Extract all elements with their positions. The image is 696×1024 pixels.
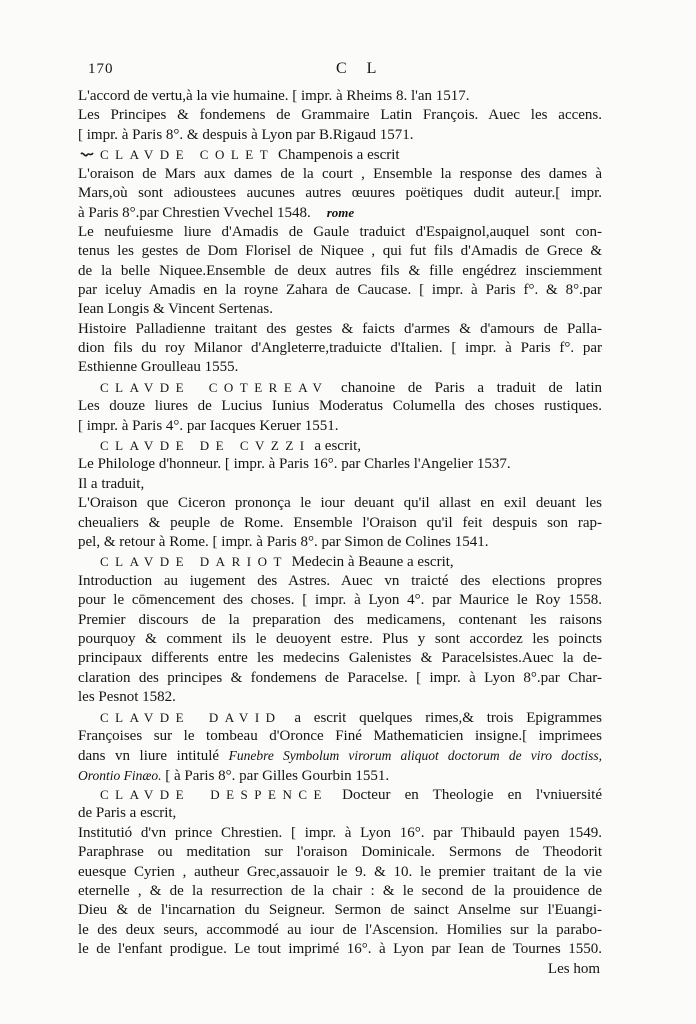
- line-text: pour le cōmencement des choses. [ impr. à Lyon 4°. par Maurice le Roy 1558.: [78, 592, 602, 609]
- line-text: le de l'enfant prodigue. Le tout imprimé 16°. à Lyon par Iean de Tournes 1550.: [78, 941, 602, 958]
- text-line: [78, 843, 602, 862]
- text-line: [78, 126, 602, 145]
- line-text: Histoire Palladienne traitant des gestes & faicts d'armes & d'amours de Palla-: [78, 320, 602, 337]
- text-line: [78, 358, 602, 377]
- text-line: [78, 746, 602, 765]
- line-text: les Pesnot 1582.: [78, 689, 176, 706]
- author-name: CLAVDE COTEREAV: [100, 379, 329, 395]
- line-text: Docteur en Theologie en l'vniuersité: [342, 787, 602, 804]
- text-line: [78, 824, 602, 843]
- author-name: CLAVDE DESPENCE: [100, 787, 328, 803]
- handwritten-note: rome: [326, 205, 355, 221]
- author-heading: [78, 145, 602, 164]
- text-line: [78, 184, 602, 203]
- text-line: [78, 921, 602, 940]
- line-text: a escrit,: [314, 438, 362, 455]
- ink-mark-icon: [80, 149, 94, 161]
- line-text: eternelle , & de la resurrection de la chair : & le second de la prouidence de: [78, 883, 602, 900]
- line-text: le des deux seurs, accommodé au iour de l'Ascension. Homilies sur la parabo-: [78, 921, 602, 938]
- text-line: [78, 339, 602, 358]
- line-text: L'Oraison que Ciceron prononça le iour deuant qu'il allast en exil deuant les: [78, 495, 602, 512]
- line-text: Iean Longis & Vincent Sertenas.: [78, 301, 274, 318]
- line-text: Champenois a escrit: [277, 147, 400, 164]
- line-text: principaux differents entre les medecins Galenistes & Paracelsistes.Auec la de-: [78, 650, 602, 667]
- text-line: [78, 242, 602, 261]
- line-text: pourquoy & comment ils le deuoyent estre. Plus y sont accordez les poincts: [78, 630, 602, 647]
- line-text: de Paris a escrit,: [78, 805, 177, 822]
- text-line: [78, 300, 602, 319]
- line-text: Les Principes & fondemens de Grammaire Latin François. Auec les accens.: [78, 107, 602, 124]
- text-line: [78, 87, 602, 106]
- text-line: [78, 475, 602, 494]
- text-line: [78, 882, 602, 901]
- line-text: à Paris 8°.par Chrestien Vvechel 1548.: [78, 205, 311, 222]
- line-text: a escrit quelques rimes,& trois Epigrammes: [294, 709, 603, 726]
- text-line: [78, 649, 602, 668]
- text-line: [78, 262, 602, 281]
- text-line: [78, 804, 602, 823]
- text-line: [78, 494, 602, 513]
- line-text: dans vn liure intitulé: [78, 748, 220, 765]
- author-heading: [78, 708, 602, 727]
- author-heading: [78, 552, 602, 571]
- line-text: Mars,où sont adioustees aucunes autres œuures poëtiques dudit auteur.[ impr.: [78, 184, 602, 201]
- italic-title: Orontio Finæo.: [78, 767, 162, 783]
- text-line: [78, 397, 602, 416]
- text-line: [78, 901, 602, 920]
- line-text: par iceluy Amadis en la royne Zahara de Caucase. [ impr. à Paris f°. & 8°.par: [78, 281, 602, 298]
- author-name: CLAVDE DE CVZZI: [100, 438, 311, 454]
- text-line: [78, 669, 602, 688]
- line-text: Premier discours de la preparation des medicamens, contenant les raisons: [78, 611, 602, 628]
- line-text: Medecin à Beaune a escrit,: [291, 554, 454, 571]
- line-text: Introduction au iugement des Astres. Auec vn traicté des elections propres: [78, 572, 602, 589]
- line-text: L'accord de vertu,à la vie humaine. [ impr. à Rheims 8. l'an 1517.: [78, 88, 470, 104]
- line-text: [ impr. à Paris 4°. par Iacques Keruer 1551.: [78, 417, 339, 434]
- author-heading: [78, 785, 602, 804]
- line-text: [ impr. à Paris 8°. & despuis à Lyon par B.Rigaud 1571.: [78, 126, 414, 143]
- text-line: [78, 572, 602, 591]
- text-block: [78, 87, 602, 979]
- author-heading: [78, 378, 602, 397]
- line-text: Institutió d'vn prince Chrestien. [ impr. à Lyon 16°. par Thibauld payen 1549.: [78, 824, 602, 841]
- line-text: euesque Cyrien , autheur Grec,assauoir le 9. & 10. le premier traitant de la vie: [78, 863, 602, 880]
- line-text: Le Philologe d'honneur. [ impr. à Paris 16°. par Charles l'Angelier 1537.: [78, 456, 511, 473]
- text-line: [78, 417, 602, 436]
- line-text: Françoises sur le tombeau d'Oronce Finé Mathematicien insigne.[ imprimees: [78, 727, 602, 744]
- line-text: dion fils du roy Milanor d'Angleterre,traduicte d'Italien. [ impr. à Paris f°. par: [78, 340, 602, 357]
- text-line: [78, 223, 602, 242]
- author-heading: [78, 436, 602, 455]
- running-head: C L: [336, 60, 385, 77]
- line-text: Les douze liures de Lucius Iunius Moderatus Columella des choses rustiques.: [78, 398, 602, 415]
- line-text: tenus les gestes de Dom Florisel de Niquee , qui fut fils d'Amadis de Grece &: [78, 243, 602, 260]
- line-text: Il a traduit,: [78, 475, 145, 492]
- line-text: Dieu & de l'incarnation du Seigneur. Sermon de sainct Anselme sur l'Euangi-: [78, 902, 602, 919]
- italic-title: Funebre Symbolum virorum aliquot doctorum de viro doctiss,: [228, 748, 602, 764]
- text-line: [78, 940, 602, 959]
- catchword: Les hom: [547, 960, 600, 977]
- text-line: [78, 727, 602, 746]
- text-line: [78, 106, 602, 125]
- text-line: [78, 455, 602, 474]
- line-text: pel, & retour à Rome. [ impr. à Paris 8°. par Simon de Colines 1541.: [78, 533, 489, 550]
- text-line: [78, 591, 602, 610]
- line-text: cheualiers & peuple de Rome. Ensemble l'Oraison qu'il feit despuis son rap-: [78, 514, 602, 531]
- line-text: [ à Paris 8°. par Gilles Gourbin 1551.: [165, 767, 390, 784]
- text-line: [78, 320, 602, 339]
- text-line: [78, 514, 602, 533]
- text-line: [78, 766, 602, 785]
- text-line: [78, 165, 602, 184]
- author-name: CLAVDE DAVID: [100, 709, 282, 725]
- line-text: Esthienne Groulleau 1555.: [78, 359, 239, 376]
- page-number: 170: [88, 61, 114, 77]
- text-line: [78, 281, 602, 300]
- line-text: claration des principes & fondemens de Paracelse. [ impr. à Lyon 8°.par Char-: [78, 669, 602, 686]
- author-name: CLAVDE DARIOT: [100, 554, 288, 570]
- text-line: [78, 611, 602, 630]
- text-line: [78, 203, 602, 222]
- text-line: [78, 533, 602, 552]
- text-line: [78, 863, 602, 882]
- text-line: [78, 688, 602, 707]
- line-text: Paraphrase ou meditation sur l'oraison Dominicale. Sermons de Theodorit: [78, 844, 602, 861]
- line-text: de la belle Niquee.Ensemble de deux autres fils & fille engédrez insciemment: [78, 262, 602, 279]
- line-text: chanoine de Paris a traduit de latin: [341, 379, 602, 396]
- text-line: [78, 630, 602, 649]
- author-name: CLAVDE COLET: [100, 147, 275, 163]
- line-text: Le neufuiesme liure d'Amadis de Gaule traduict d'Espaignol,auquel sont con-: [78, 223, 602, 240]
- line-text: L'oraison de Mars aux dames de la court , Ensemble la response des dames à: [78, 165, 602, 182]
